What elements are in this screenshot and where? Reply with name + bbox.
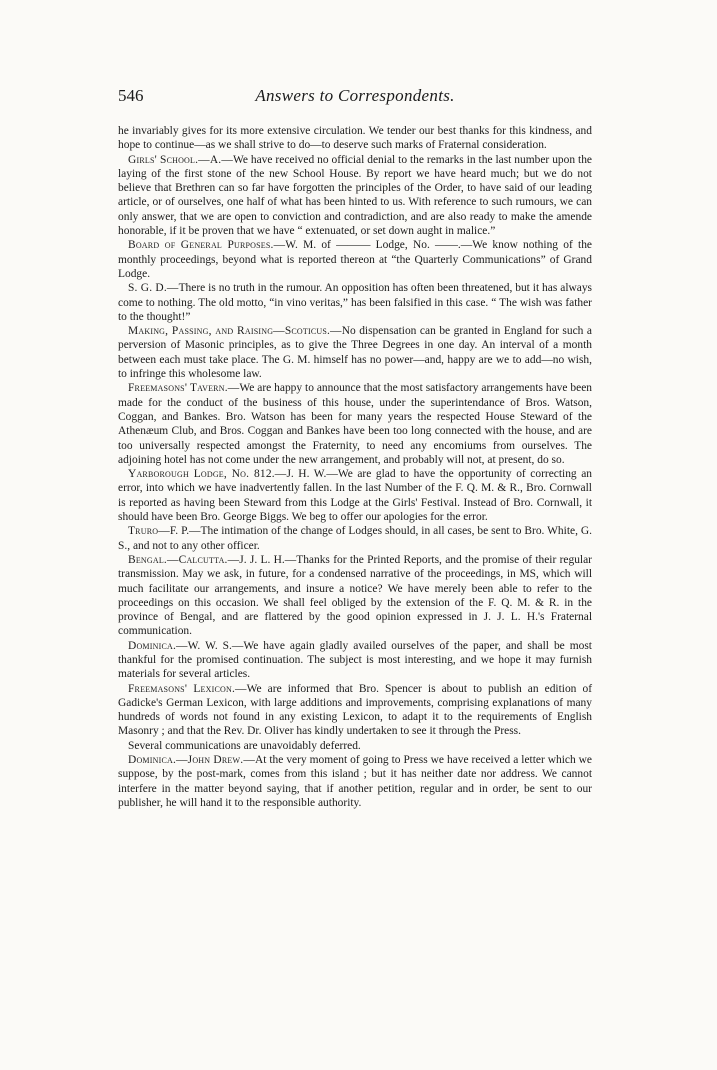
paragraph-heading: Freemasons' Tavern.— xyxy=(128,382,240,395)
paragraph xyxy=(118,753,592,810)
paragraph-text: J. H. W.—We are glad to have the opportunity of correcting an error, into which we have inadvertently fallen. In the last Number of the F. Q. M. & R., Bro. Cornwall is reported as having been Steward from this Lodge at the Girls' Festival. Instead of Bro. Cornwall, it should have been Bro. George Biggs. We beg to offer our apologies for the error. xyxy=(118,468,592,524)
paragraph-text: F. P.—The intimation of the change of Lodges should, in all cases, be sent to Bro. White, G. S., and not to any other officer. xyxy=(118,525,592,552)
body-text xyxy=(118,124,592,810)
paragraph-heading: Girls' School.—A.— xyxy=(128,153,233,166)
paragraph-heading: Making, Passing, and Raising—Scoticus.— xyxy=(128,325,342,338)
running-title: Answers to Correspondents. xyxy=(255,86,455,105)
paragraph xyxy=(118,639,592,682)
paragraph-text: We have received no official denial to the remarks in the last number upon the laying of the first stone of the new School House. By report we have heard much; but we do not believe that Brethren can so far have forgotten the principles of the Order, to have said of our leading article, or of ourselves, one half of what has been hinted to us. With reference to such rumours, we can only answer, that we are open to conviction and contradiction, and are also ready to make the amende honorable, if it be proven that we have “ extenuated, or set down aught in malice.” xyxy=(118,153,592,238)
paragraph-text: No dispensation can be granted in England for such a perversion of Masonic principles, as to give the Three Degrees in one day. An interval of a month between each must take place. The G. M. himself has no power—and, happy are we to add—no wish, to infringe this wholesome law. xyxy=(118,325,592,381)
paragraph xyxy=(118,238,592,281)
paragraph-text: he invariably gives for its more extensive circulation. We tender our best thanks for this kindness, and hope to continue—as we shall strive to do—to deserve such marks of Fraternal consideration. xyxy=(118,125,592,152)
paragraph-text: There is no truth in the rumour. An opposition has often been threatened, but it has always come to nothing. The old motto, “in vino veritas,” has been falsified in this case. “ The wish was father to the thought!” xyxy=(118,282,592,323)
paragraph xyxy=(118,324,592,381)
paragraph-heading: Dominica.—John Drew.— xyxy=(128,754,255,767)
paragraph xyxy=(118,124,592,153)
paragraph-text: Several communications are unavoidably deferred. xyxy=(128,739,361,752)
paragraph xyxy=(118,524,592,553)
paragraph xyxy=(118,739,592,753)
paragraph xyxy=(118,381,592,467)
paragraph xyxy=(118,553,592,639)
paragraph-text: We are informed that Bro. Spencer is about to publish an edition of Gadicke's German Lexicon, with large additions and improvements, comprising explanations of many hundreds of words not found in any existing Lexicon, to adapt it to the requirements of English Masonry ; and that the Rev. Dr. Oliver has kindly undertaken to see it through the Press. xyxy=(118,682,592,738)
paragraph-heading: S. G. D.— xyxy=(128,282,179,295)
paragraph-heading: Freemasons' Lexicon.— xyxy=(128,682,247,695)
page-number: 546 xyxy=(118,86,144,105)
paragraph xyxy=(118,153,592,239)
paragraph-text: At the very moment of going to Press we have received a letter which we suppose, by the post-mark, comes from this island ; but it has neither date nor address. We cannot interfere in the matter beyond saying, that if another petition, regular and in order, be sent to our publisher, he will hand it to the responsible authority. xyxy=(118,754,593,809)
paragraph xyxy=(118,281,592,324)
paragraph-heading: Truro— xyxy=(128,525,170,538)
paragraph-text: J. J. L. H.—Thanks for the Printed Reports, and the promise of their regular transmission. May we ask, in future, for a condensed narrative of the proceedings, in MS, which will much facilitate our arrangements, and insure a notice? We have merely been able to refer to the proceedings on this occasion. We shall feel obliged by the extension of the F. Q. M. & R. in the province of Bengal, and are flattered by the good opinion expressed in J. J. L. H.'s Fraternal communication. xyxy=(118,553,592,638)
paragraph xyxy=(118,682,592,739)
running-header xyxy=(118,86,592,110)
paragraph-heading: Dominica.— xyxy=(128,639,188,652)
paragraph-text: W. W. S.—We have again gladly availed ourselves of the paper, and shall be most thankful for the promised continuation. The subject is most interesting, and we hope it may furnish materials for several articles. xyxy=(118,639,592,681)
paragraph-text: W. M. of ——— Lodge, No. ——.—We know nothing of the monthly proceedings, beyond what is reported thereon at “the Quarterly Communications” of Grand Lodge. xyxy=(118,239,592,280)
paragraph xyxy=(118,467,592,524)
paragraph-heading: Bengal.—Calcutta.— xyxy=(128,553,240,566)
paragraph-text: We are happy to announce that the most satisfactory arrangements have been made for the conduct of the business of this house, under the superintendance of Bros. Watson, Coggan, and Bankes. Bro. Watson has been for many years the respected House Steward of the Athenæum Club, and Bros. Coggan and Bankes have been too long connected with the house, and are too universally respected amongst the Fraternity, to need any encomiums from ourselves. The adjoining hotel has not come under the new arrangement, and probably will not, at present, do so. xyxy=(118,382,592,466)
paragraph-heading: Yarborough Lodge, No. 812.— xyxy=(128,468,287,481)
paragraph-heading: Board of General Purposes.— xyxy=(128,239,286,252)
